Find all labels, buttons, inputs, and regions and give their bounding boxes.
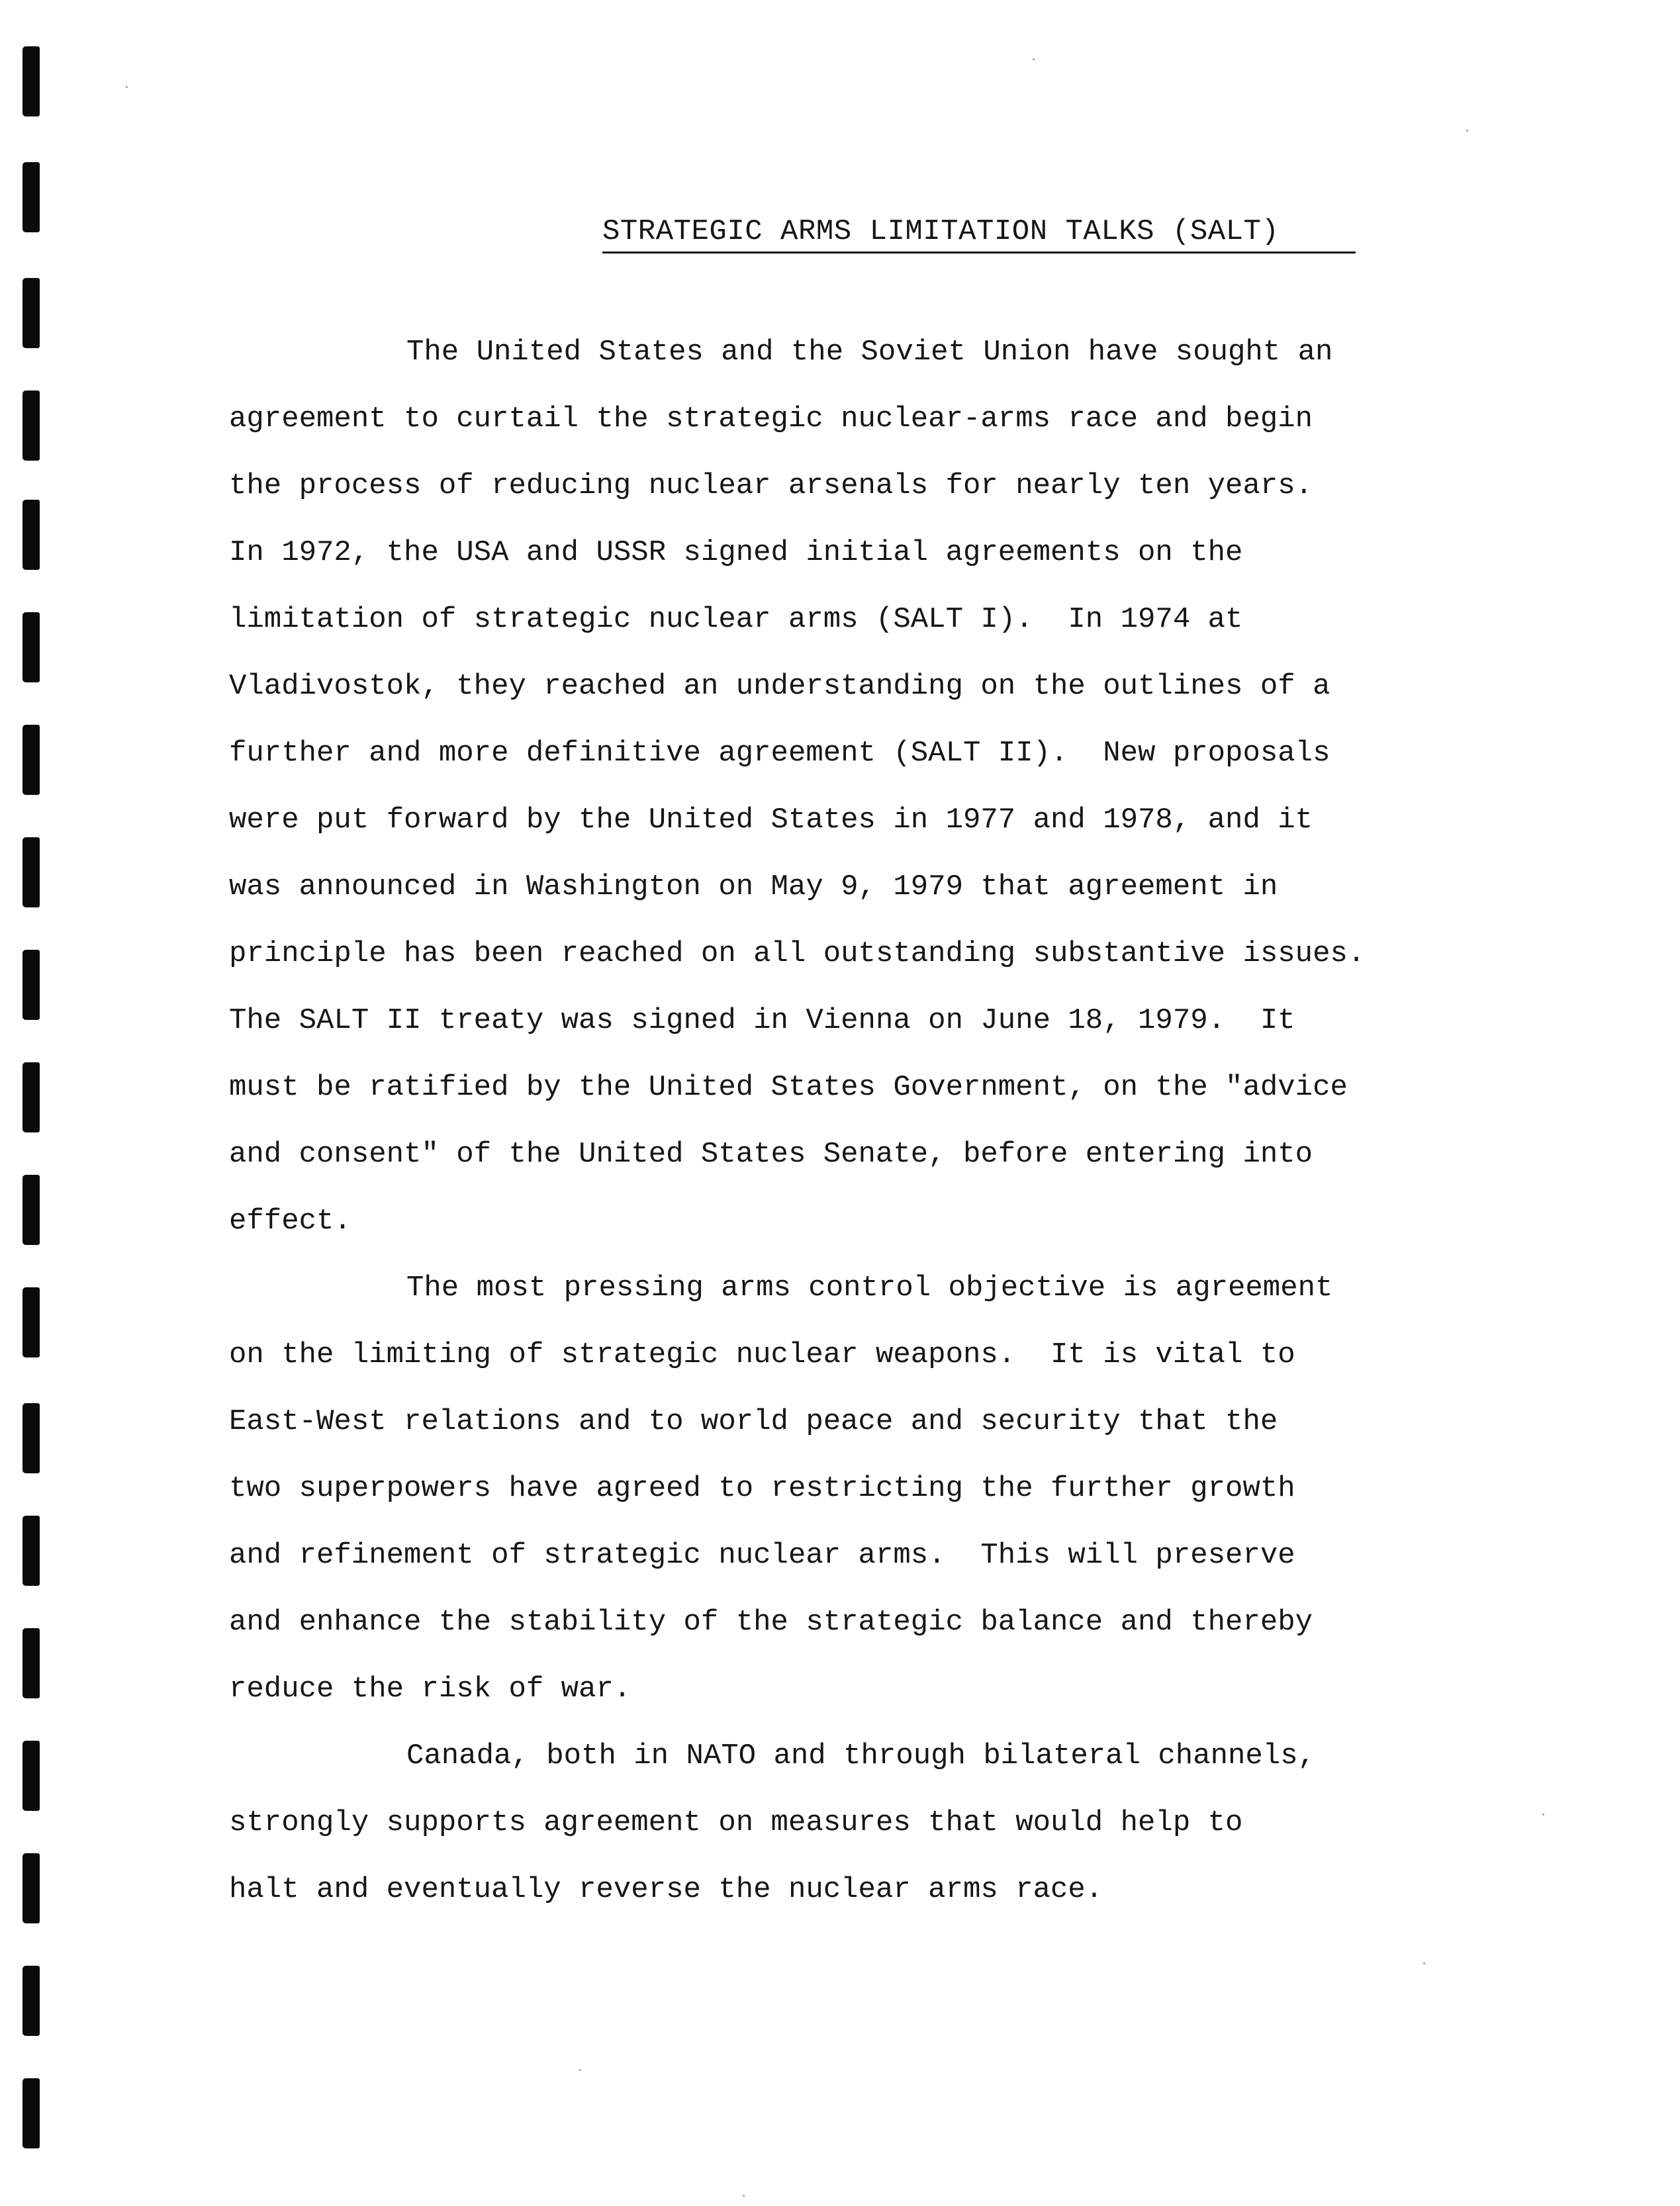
binding-hole	[23, 2078, 40, 2148]
binding-hole	[23, 162, 40, 232]
text-line: East-West relations and to world peace and security that the	[229, 1405, 1278, 1438]
text-line: limitation of strategic nuclear arms (SALT I). In 1974 at	[229, 603, 1243, 636]
binding-hole	[23, 1741, 40, 1811]
binding-hole	[23, 1287, 40, 1357]
text-line: the process of reducing nuclear arsenals for nearly ten years.	[229, 469, 1313, 502]
text-line: agreement to curtail the strategic nuclear-arms race and begin	[229, 402, 1313, 436]
paper-speck	[743, 2195, 745, 2197]
text-line: In 1972, the USA and USSR signed initial agreements on the	[229, 536, 1243, 569]
paragraph-canada-position	[229, 1735, 1526, 1935]
text-line: were put forward by the United States in 1977 and 1978, and it	[229, 804, 1313, 837]
text-line: was announced in Washington on May 9, 1979 that agreement in	[229, 870, 1278, 903]
text-line: and enhance the stability of the strategic balance and thereby	[229, 1606, 1313, 1639]
paragraph-salt-history	[229, 331, 1526, 1267]
binding-hole	[23, 837, 40, 907]
binding-hole	[23, 950, 40, 1020]
binding-hole	[23, 1516, 40, 1586]
text-line: further and more definitive agreement (SALT II). New proposals	[229, 737, 1330, 770]
text-line: principle has been reached on all outstanding substantive issues.	[229, 937, 1366, 970]
binding-hole	[23, 500, 40, 570]
title-underline	[602, 252, 1356, 253]
text-line: on the limiting of strategic nuclear weapons. It is vital to	[229, 1338, 1295, 1371]
text-line: reduce the risk of war.	[229, 1673, 631, 1706]
binding-hole	[23, 1966, 40, 2036]
binding-hole	[23, 1175, 40, 1245]
text-line: effect.	[229, 1205, 351, 1238]
paper-speck	[126, 86, 128, 88]
text-line: The SALT II treaty was signed in Vienna on June 18, 1979. It	[229, 1004, 1295, 1037]
binding-hole	[23, 1853, 40, 1923]
paper-speck	[1542, 1814, 1544, 1815]
binding-hole	[23, 612, 40, 682]
binding-hole	[23, 278, 40, 348]
binding-hole	[23, 391, 40, 461]
paragraph-arms-control-objective	[229, 1267, 1526, 1735]
text-line: must be ratified by the United States Government, on the "advice	[229, 1071, 1348, 1104]
text-line: The most pressing arms control objective is agreement	[406, 1271, 1333, 1305]
text-line: and refinement of strategic nuclear arms. This will preserve	[229, 1539, 1295, 1572]
paper-speck	[1423, 1962, 1425, 1964]
binding-hole	[23, 46, 40, 116]
binding-holes	[0, 0, 53, 2206]
paper-speck	[579, 2069, 581, 2071]
text-line: Vladivostok, they reached an understanding on the outlines of a	[229, 670, 1330, 703]
text-line: The United States and the Soviet Union have sought an	[406, 336, 1333, 369]
document-title: STRATEGIC ARMS LIMITATION TALKS (SALT)	[602, 215, 1280, 248]
paper-speck	[1466, 130, 1468, 132]
paper-speck	[1033, 58, 1035, 60]
document-body	[229, 331, 1526, 1935]
text-line: Canada, both in NATO and through bilateral channels,	[406, 1739, 1316, 1772]
text-line: halt and eventually reverse the nuclear arms race.	[229, 1873, 1103, 1906]
text-line: two superpowers have agreed to restricting the further growth	[229, 1472, 1295, 1505]
binding-hole	[23, 1403, 40, 1473]
binding-hole	[23, 1062, 40, 1132]
binding-hole	[23, 725, 40, 795]
text-line: strongly supports agreement on measures that would help to	[229, 1806, 1243, 1839]
binding-hole	[23, 1628, 40, 1698]
text-line: and consent" of the United States Senate, before entering into	[229, 1138, 1313, 1171]
